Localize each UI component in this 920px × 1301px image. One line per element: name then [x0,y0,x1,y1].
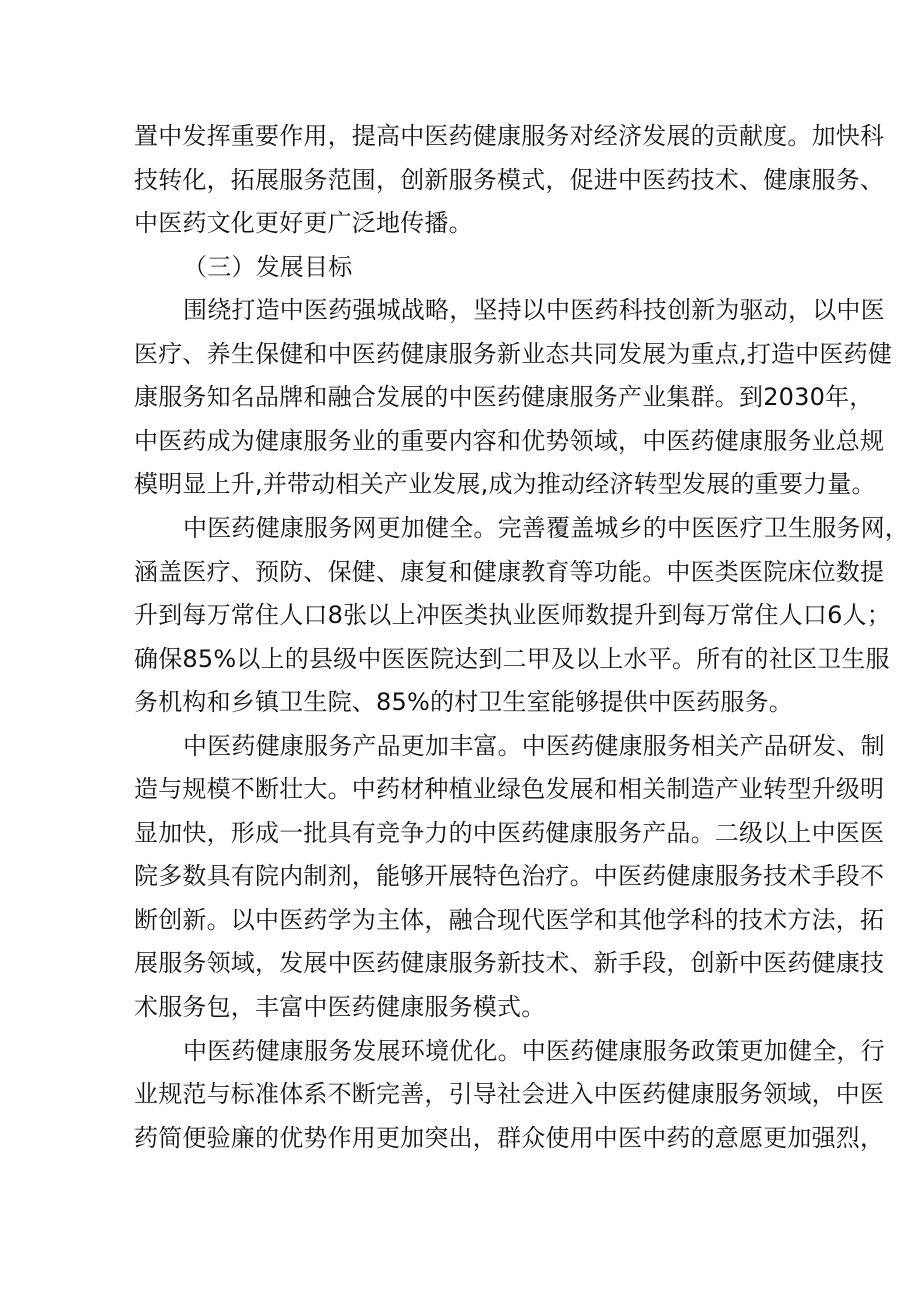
text-line: 置中发挥重要作用，提高中医药健康服务对经济发展的贡献度。加快科 [134,122,885,150]
text-line: 术服务包，丰富中医药健康服务模式。 [134,993,546,1021]
section-heading: （三）发展目标 [183,253,353,281]
text-line: 显加快，形成一批具有竞争力的中医药健康服务产品。二级以上中医医 [134,819,885,847]
text-line: 康服务知名品牌和融合发展的中医药健康服务产业集群。到2030年， [134,383,874,411]
text-line: 药简便验廉的优势作用更加突出，群众使用中医中药的意愿更加强烈， [134,1124,885,1152]
text-line: 业规范与标准体系不断完善，引导社会进入中医药健康服务领域，中医 [134,1080,885,1108]
text-line: 升到每万常住人口8张以上冲医类执业医师数提升到每万常住人口6人； [134,601,891,629]
text-line: 技转化，拓展服务范围，创新服务模式，促进中医药技术、健康服务、 [134,166,885,194]
text-line: 断创新。以中医药学为主体，融合现代医学和其他学科的技术方法，拓 [134,906,885,934]
text-line: 围绕打造中医药强城战略，坚持以中医药科技创新为驱动，以中医 [183,296,885,324]
text-line: 院多数具有院内制剂，能够开展特色治疗。中医药健康服务技术手段不 [134,862,885,890]
text-line: 中医药健康服务发展环境优化。中医药健康服务政策更加健全，行 [183,1037,885,1065]
text-line: 模明显上升,并带动相关产业发展,成为推动经济转型发展的重要力量。 [134,470,876,498]
text-line: 涵盖医疗、预防、保健、康复和健康教育等功能。中医类医院床位数提 [134,558,885,586]
text-line: 中医药健康服务产品更加丰富。中医药健康服务相关产品研发、制 [183,732,885,760]
text-line: 确保85%以上的县级中医医院达到二甲及以上水平。所有的社区卫生服 [134,645,890,673]
text-line: 务机构和乡镇卫生院、85%的村卫生室能够提供中医药服务。 [134,688,793,716]
text-line: 造与规模不断壮大。中药材种植业绿色发展和相关制造产业转型升级明 [134,775,885,803]
text-line: 中医药文化更好更广泛地传播。 [134,209,473,237]
text-line: 医疗、养生保健和中医药健康服务新业态共同发展为重点,打造中医药健 [134,340,893,368]
text-line: 展服务领域，发展中医药健康服务新技术、新手段，创新中医药健康技 [134,949,885,977]
text-line: 中医药健康服务网更加健全。完善覆盖城乡的中医医疗卫生服务网， [183,514,909,542]
text-line: 中医药成为健康服务业的重要内容和优势领域，中医药健康服务业总规 [134,427,885,455]
